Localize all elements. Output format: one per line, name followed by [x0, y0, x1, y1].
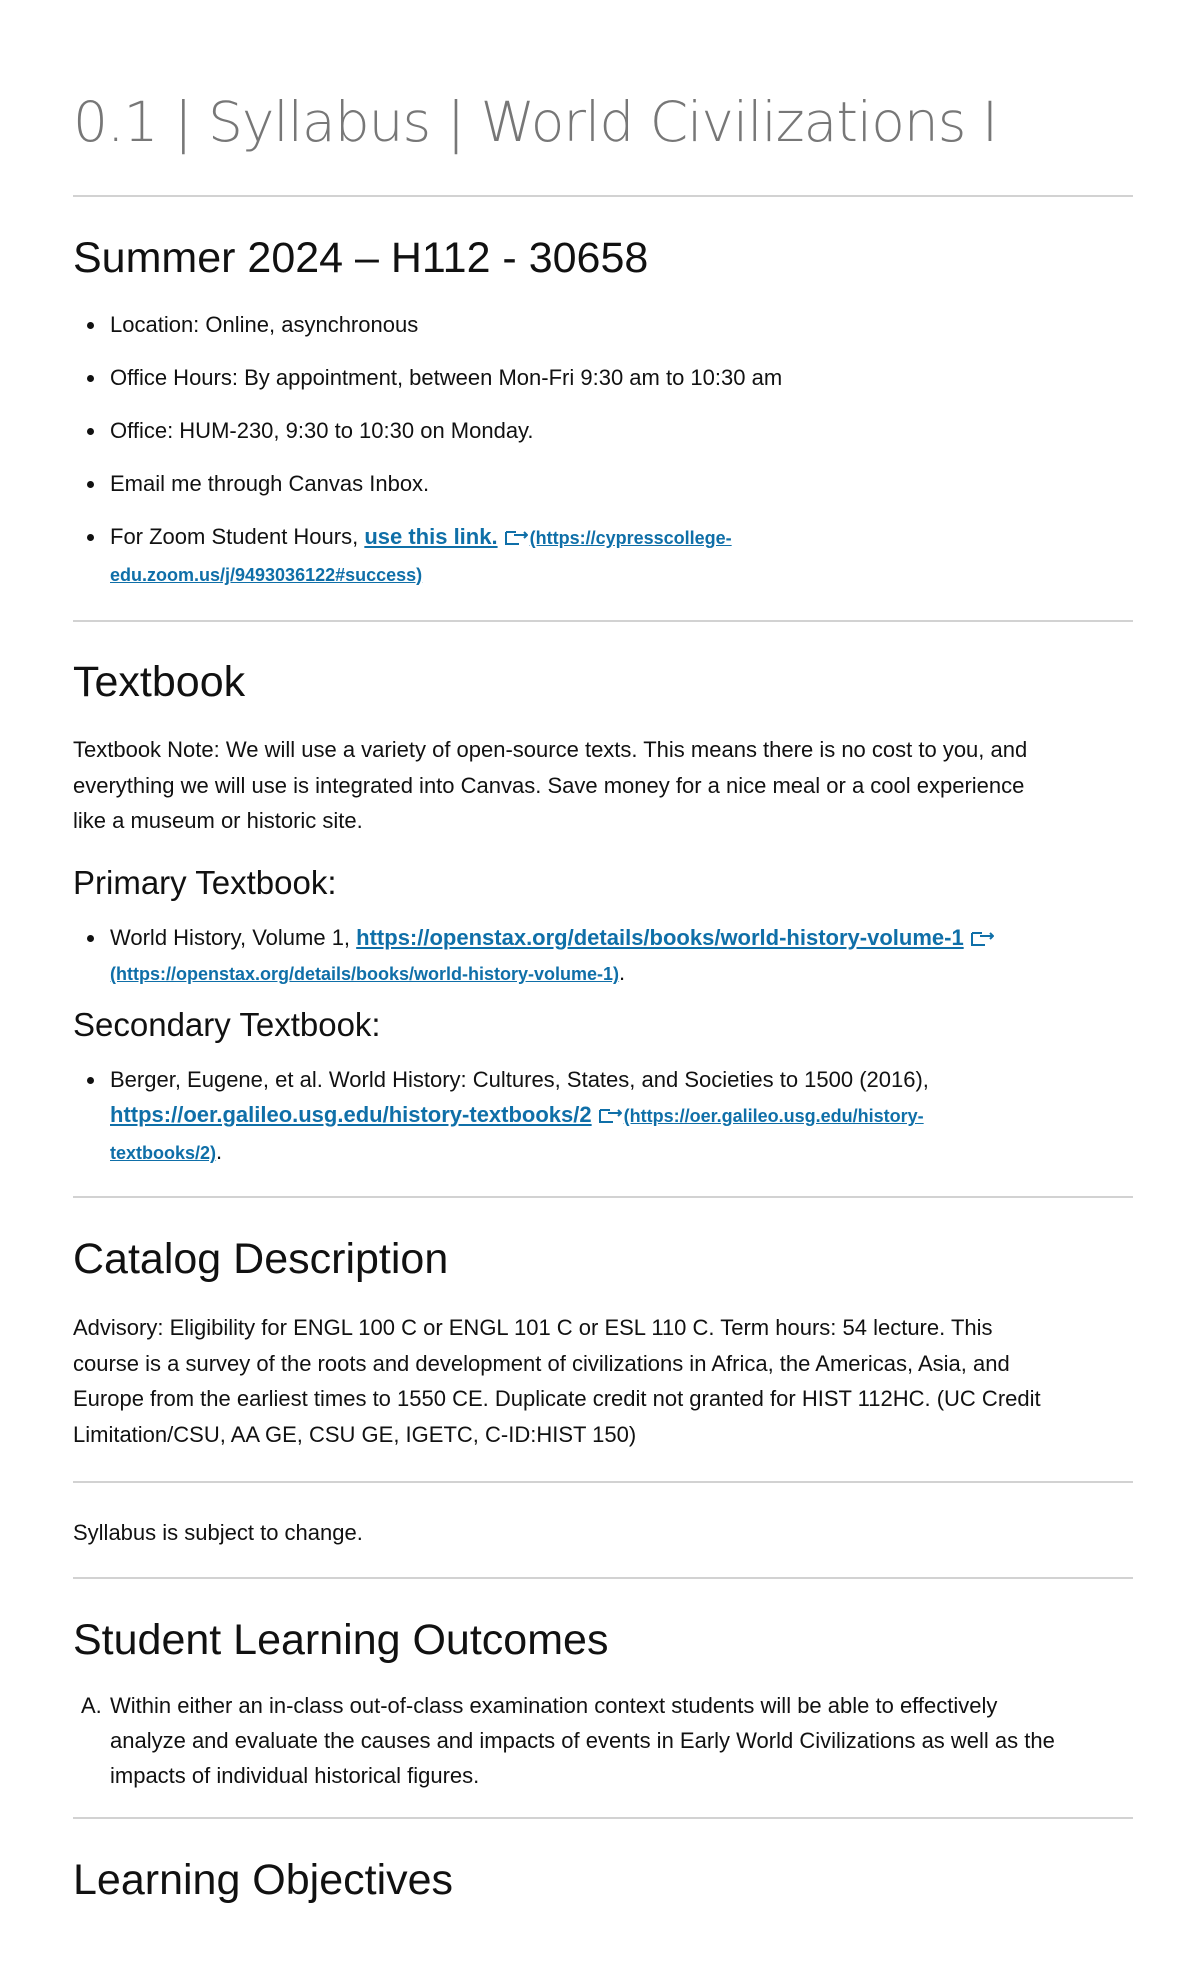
bullet — [87, 375, 94, 382]
list-item: Office Hours: By appointment, between Mon-Fri 9:30 am to 10:30 am — [73, 360, 1133, 395]
bullet — [87, 322, 94, 329]
divider — [73, 1577, 1133, 1579]
zoom-external-link[interactable]: (https://cypresscollege- edu.zoom.us/j/9493036122#success) — [110, 528, 732, 585]
bullet — [87, 534, 94, 541]
textbook-note: Textbook Note: We will use a variety of open-source texts. This means there is no cost to you, and everything we will use is integrated into Canvas. Save money for a nice meal or a cool experience like a museum or historic site. — [73, 737, 1028, 833]
zoom-list-item: For Zoom Student Hours, use this link. (https://cypresscollege- edu.zoom.us/j/9493036122#success) — [73, 519, 1133, 593]
list-item: A. Within either an in-class out-of-class examination context students will be able to effectively analyze and evaluate the causes and impacts of events in Early World Civilizations as well as the impacts of individual historical figures. — [73, 1688, 1133, 1793]
catalog-heading: Catalog Description — [73, 1235, 449, 1283]
primary-textbook-list — [73, 920, 1133, 992]
catalog-description: Advisory: Eligibility for ENGL 100 C or ENGL 101 C or ESL 110 C. Term hours: 54 lecture. This course is a survey of the roots and development of civilizations in Africa, the Americas, Asia, and Europe from the earliest times to 1550 CE. Duplicate credit not granted for HIST 112HC. (UC Credit Limitation/CSU, AA GE, CSU GE, IGETC, C-ID:HIST 150) — [73, 1315, 1041, 1447]
external-link-icon — [504, 530, 528, 546]
divider — [73, 1196, 1133, 1198]
primary-textbook-heading: Primary Textbook: — [73, 864, 337, 901]
zoom-link[interactable]: use this link. — [364, 524, 498, 549]
openstax-link[interactable]: https://openstax.org/details/books/world-history-volume-1 — [356, 925, 964, 950]
bullet — [87, 935, 94, 942]
bullet — [87, 428, 94, 435]
bullet — [87, 1077, 94, 1084]
list-item: Email me through Canvas Inbox. — [73, 466, 1133, 501]
list-item: World History, Volume 1, https://openstax.org/details/books/world-history-volume-1 (https://openstax.org/details/books/world-history-volume-1). — [73, 920, 1133, 992]
slo-list — [73, 1688, 1133, 1793]
galileo-url-link[interactable]: (https://oer.galileo.usg.edu/history- textbooks/2) — [110, 1106, 924, 1163]
bullet — [87, 481, 94, 488]
slo-heading: Student Learning Outcomes — [73, 1616, 609, 1664]
syllabus-notice: Syllabus is subject to change. — [73, 1520, 363, 1545]
openstax-url-link[interactable]: (https://openstax.org/details/books/world-history-volume-1) — [110, 964, 620, 984]
divider — [73, 1481, 1133, 1483]
list-item: Office: HUM-230, 9:30 to 10:30 on Monday. — [73, 413, 1133, 448]
external-link-icon — [970, 931, 994, 947]
divider — [73, 1817, 1133, 1819]
secondary-textbook-list — [73, 1062, 1133, 1171]
external-link-icon — [598, 1108, 622, 1124]
divider — [73, 195, 1133, 197]
term-details-list — [73, 307, 1133, 593]
page-title: 0.1 | Syllabus | World Civilizations I — [73, 90, 998, 154]
term-heading: Summer 2024 – H112 - 30658 — [73, 234, 649, 282]
divider — [73, 620, 1133, 622]
textbook-heading: Textbook — [73, 658, 246, 706]
galileo-link[interactable]: https://oer.galileo.usg.edu/history-textbooks/2 — [110, 1102, 592, 1127]
list-item: Berger, Eugene, et al. World History: Cultures, States, and Societies to 1500 (2016), https://oer.galileo.usg.edu/history-textbooks/2 (https://oer.galileo.usg.edu/history- textbooks/2). — [73, 1062, 1133, 1171]
list-marker: A. — [81, 1693, 102, 1718]
list-item: Location: Online, asynchronous — [73, 307, 1133, 342]
objectives-heading: Learning Objectives — [73, 1856, 454, 1904]
secondary-textbook-heading: Secondary Textbook: — [73, 1006, 381, 1043]
